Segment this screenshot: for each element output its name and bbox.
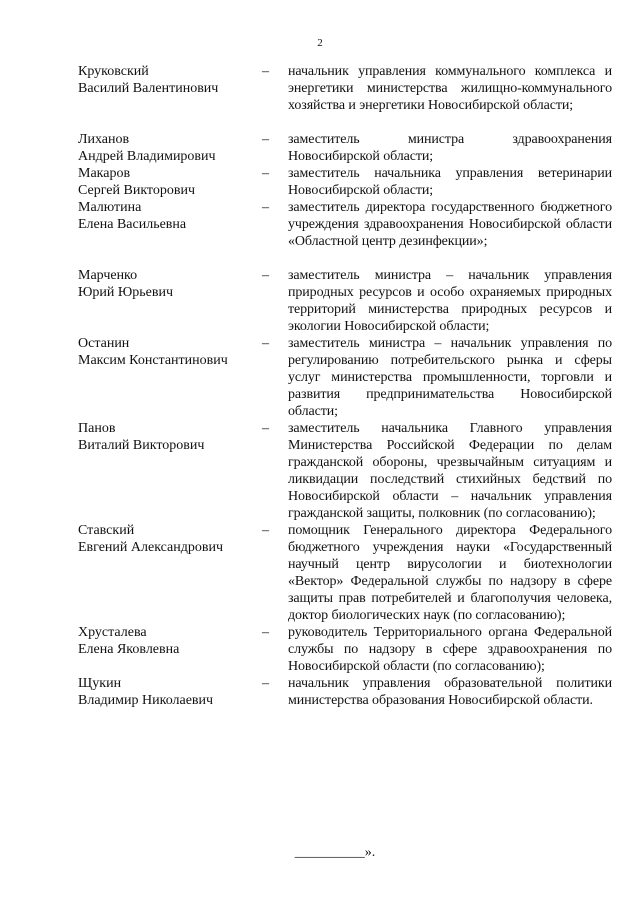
dash-separator: – <box>262 421 269 436</box>
member-surname: Марченко <box>78 268 138 283</box>
member-name <box>78 131 260 165</box>
document-end-mark: __________». <box>294 845 376 860</box>
member-name <box>78 675 260 709</box>
member-surname: Лиханов <box>78 132 130 147</box>
member-given-names: Андрей Владимирович <box>78 149 216 164</box>
dash-separator: – <box>262 336 269 351</box>
member-role: заместитель начальника Главного управления Министерства Российской Федерации по делам гражданской обороны, чрезвычайным ситуациям и ликвидации последствий стихийных бедствий по Новосибирской области – начальник управления гражданской защиты, полковник (по согласованию); <box>288 421 612 521</box>
member-name <box>78 420 260 454</box>
member-given-names: Василий Валентинович <box>78 81 219 96</box>
member-surname: Макаров <box>78 166 131 181</box>
member-surname: Останин <box>78 336 130 351</box>
page-number: 2 <box>317 37 323 49</box>
member-name <box>78 165 260 199</box>
dash-separator: – <box>262 676 269 691</box>
member-name <box>78 267 260 301</box>
member-name <box>78 624 260 658</box>
member-surname: Щукин <box>78 676 122 691</box>
member-role: заместитель министра – начальник управления по регулированию потребительского рынка и сферы услуг министерства промышленности, торговли и развития предпринимательства Новосибирской области; <box>288 336 612 419</box>
dash-separator: – <box>262 132 269 147</box>
member-surname: Ставский <box>78 523 135 538</box>
member-entry <box>78 522 612 624</box>
member-given-names: Юрий Юрьевич <box>78 285 174 300</box>
member-entry <box>78 675 612 709</box>
dash-separator: – <box>262 166 269 181</box>
member-entry <box>78 267 612 335</box>
member-role: заместитель министра – начальник управления природных ресурсов и особо охраняемых природных территорий министерства природных ресурсов и экологии Новосибирской области; <box>288 268 612 334</box>
member-surname: Панов <box>78 421 116 436</box>
member-given-names: Елена Яковлевна <box>78 642 180 657</box>
member-entry <box>78 165 612 199</box>
member-surname: Хрусталева <box>78 625 147 640</box>
member-role: заместитель начальника управления ветеринарии Новосибирской области; <box>288 166 612 198</box>
member-role: начальник управления образовательной политики министерства образования Новосибирской области. <box>288 676 612 708</box>
member-entry <box>78 199 612 250</box>
dash-separator: – <box>262 625 269 640</box>
member-given-names: Сергей Викторович <box>78 183 196 198</box>
member-role: начальник управления коммунального комплекса и энергетики министерства жилищно-коммунального хозяйства и энергетики Новосибирской области; <box>288 64 612 113</box>
dash-separator: – <box>262 64 269 79</box>
member-name <box>78 335 260 369</box>
member-role: заместитель министра здравоохранения Новосибирской области; <box>288 132 612 164</box>
member-given-names: Евгений Александрович <box>78 540 224 555</box>
member-entry <box>78 63 612 114</box>
member-name <box>78 522 260 556</box>
member-given-names: Елена Васильевна <box>78 217 187 232</box>
member-list <box>78 63 612 709</box>
dash-separator: – <box>262 523 269 538</box>
member-role: помощник Генерального директора Федерального бюджетного учреждения науки «Государственный научный центр вирусологии и биотехнологии «Вектор» Федеральной службы по надзору в сфере защиты прав потребителей и благополучия человека, доктор биологических наук (по согласованию); <box>288 523 612 623</box>
member-entry <box>78 420 612 522</box>
member-entry <box>78 131 612 165</box>
member-given-names: Владимир Николаевич <box>78 693 214 708</box>
member-surname: Круковский <box>78 64 149 79</box>
dash-separator: – <box>262 200 269 215</box>
member-given-names: Виталий Викторович <box>78 438 205 453</box>
member-name <box>78 63 260 97</box>
member-surname: Малютина <box>78 200 142 215</box>
member-entry <box>78 335 612 420</box>
member-role: заместитель директора государственного бюджетного учреждения здравоохранения Новосибирской области «Областной центр дезинфекции»; <box>288 200 612 249</box>
member-role: руководитель Территориального органа Федеральной службы по надзору в сфере здравоохранения по Новосибирской области (по согласованию); <box>288 625 612 674</box>
dash-separator: – <box>262 268 269 283</box>
member-given-names: Максим Константинович <box>78 353 228 368</box>
member-entry <box>78 624 612 675</box>
member-name <box>78 199 260 233</box>
